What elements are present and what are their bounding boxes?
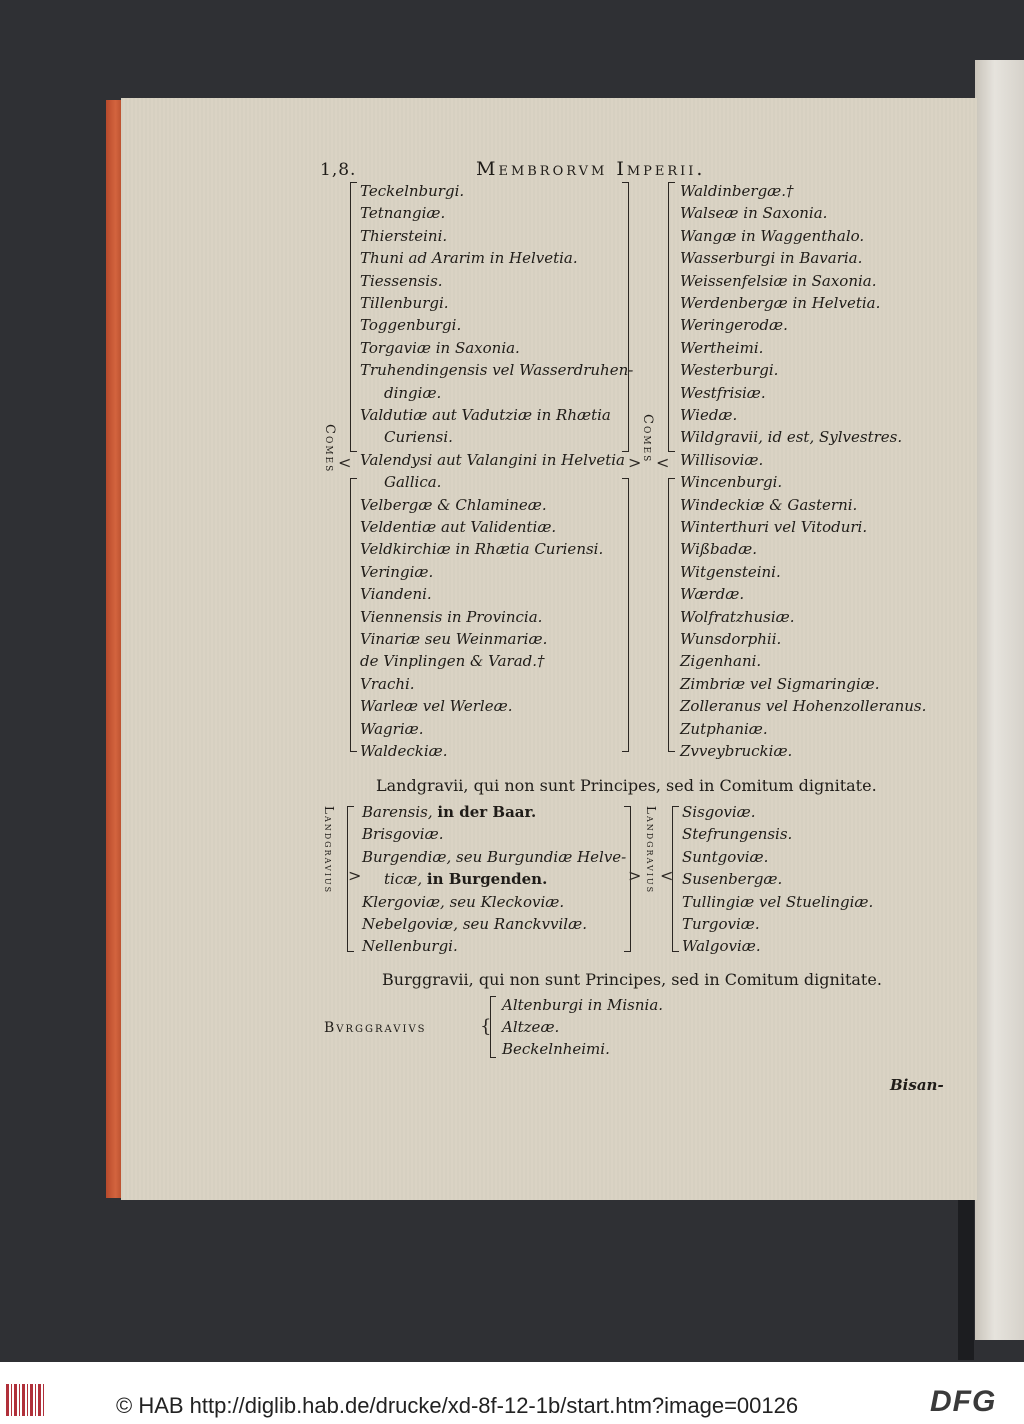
list-item: Waldeckiæ. xyxy=(360,742,448,760)
list-item: Wolfratzhusiæ. xyxy=(680,607,795,626)
list-item: Zvveybruckiæ. xyxy=(680,742,793,760)
item-text: Nebelgoviæ, seu Ranckvvilæ. xyxy=(362,915,587,933)
landgravius-label-left: Landgravius xyxy=(322,806,336,895)
item-gothic-text: in der Baar. xyxy=(437,803,537,821)
copyright-url: © HAB http://diglib.hab.de/drucke/xd-8f-12-1b/start.htm?image=00126 xyxy=(116,1393,799,1418)
list-item xyxy=(362,805,536,820)
list-item: Altenburgi in Misnia. xyxy=(502,996,664,1014)
dfg-logo: DFG xyxy=(930,1385,997,1418)
item-gothic-text: in Burgenden. xyxy=(426,870,548,889)
page-number: 1,8. xyxy=(320,160,357,180)
list-item: Zimbriæ vel Sigmaringiæ. xyxy=(680,674,880,693)
brace-left-bottom xyxy=(350,478,357,752)
landgravii-heading: Landgravii, qui non sunt Principes, sed in Comitum dignitate. xyxy=(376,776,877,795)
list-item: Windeckiæ & Gasterni. xyxy=(680,495,858,514)
list-item xyxy=(362,892,565,911)
list-item: Wißbadæ. xyxy=(680,540,757,559)
brace-land-right-tip: < xyxy=(660,866,674,885)
list-item: dingiæ. xyxy=(384,383,442,402)
list-item: Tiessensis. xyxy=(360,271,443,290)
catchword: Bisan- xyxy=(890,1076,944,1094)
list-item xyxy=(362,847,627,866)
list-item: Toggenburgi. xyxy=(360,316,462,335)
list-item: Weissenfelsiæ in Saxonia. xyxy=(680,271,877,290)
item-text: ticæ, xyxy=(384,870,427,889)
list-item: Walseæ in Saxonia. xyxy=(680,204,828,223)
brace-land-left-tip: > xyxy=(348,866,362,885)
list-item: Walgoviæ. xyxy=(682,937,761,956)
brace-burg xyxy=(490,996,496,1058)
list-item: Suntgoviæ. xyxy=(682,847,769,866)
list-item: Wertheimi. xyxy=(680,338,764,357)
list-item: Torgaviæ in Saxonia. xyxy=(360,338,520,357)
list-item: Susenbergæ. xyxy=(682,870,783,889)
list-item: de Vinplingen & Varad.† xyxy=(360,652,545,671)
brace-land-middle-tip: > xyxy=(628,866,642,885)
brace-left-tip: < xyxy=(338,453,352,472)
list-item: Truhendingensis vel Wasserdruhen- xyxy=(360,361,634,380)
list-item xyxy=(362,939,458,954)
burggravii-heading: Burggravii, qui non sunt Principes, sed in Comitum dignitate. xyxy=(382,970,882,989)
list-item: Zutphaniæ. xyxy=(680,719,768,738)
running-title: Membrorvm Imperii. xyxy=(476,158,706,180)
item-text: Klergoviæ, seu Kleckoviæ. xyxy=(362,892,565,911)
list-item: Wagriæ. xyxy=(360,719,424,738)
item-text: Burgendiæ, seu Burgundiæ Helve- xyxy=(362,847,627,866)
item-text: Nellenburgi. xyxy=(362,937,458,956)
brace-middle-tip: > xyxy=(628,453,642,472)
book-gutter-shadow xyxy=(958,1200,974,1360)
brace-middle-bottom xyxy=(622,478,629,752)
list-item: Waldinbergæ.† xyxy=(680,182,794,200)
landgravius-label-right: Landgravius xyxy=(644,806,658,895)
list-item: Valdutiæ aut Vadutziæ in Rhætia xyxy=(360,406,611,424)
list-item: Veldkirchiæ in Rhætia Curiensi. xyxy=(360,540,604,559)
list-item: Willisoviæ. xyxy=(680,450,764,469)
list-item: Tetnangiæ. xyxy=(360,204,446,223)
facing-page-edge xyxy=(975,60,1024,1340)
list-item: Westerburgi. xyxy=(680,361,779,380)
list-item: Wasserburgi in Bavaria. xyxy=(680,249,863,268)
list-item: Veldentiæ aut Validentiæ. xyxy=(360,518,557,536)
list-item: Zolleranus vel Hohenzolleranus. xyxy=(680,697,927,716)
list-item: Viandeni. xyxy=(360,585,432,604)
list-item: Viennensis in Provincia. xyxy=(360,607,543,626)
list-item xyxy=(384,872,547,887)
list-item: Wærdæ. xyxy=(680,585,745,604)
brace-left-top xyxy=(350,182,357,452)
brace-right-top xyxy=(668,182,675,452)
list-item: Thiersteini. xyxy=(360,226,448,245)
list-item: Winterthuri vel Vitoduri. xyxy=(680,518,868,536)
comes-label-left: Comes xyxy=(322,424,337,474)
list-item: Sisgoviæ. xyxy=(682,803,756,821)
list-item: Wunsdorphii. xyxy=(680,630,782,648)
list-item: Stefrungensis. xyxy=(682,825,793,844)
brace-burg-tip: { xyxy=(480,1016,492,1037)
list-item: Curiensi. xyxy=(384,428,453,447)
list-item: Valendysi aut Valangini in Helvetia xyxy=(360,450,625,469)
list-item: Altzeæ. xyxy=(502,1018,560,1036)
list-item: Vrachi. xyxy=(360,674,415,693)
list-item: Wincenburgi. xyxy=(680,473,783,492)
list-item: Wangæ in Waggenthalo. xyxy=(680,226,865,245)
list-item: Thuni ad Ararim in Helvetia. xyxy=(360,249,578,268)
list-item xyxy=(362,917,587,932)
list-item xyxy=(362,827,443,842)
list-item: Wiedæ. xyxy=(680,406,738,424)
list-item: Warleæ vel Werleæ. xyxy=(360,697,513,716)
list-item: Vinariæ seu Weinmariæ. xyxy=(360,630,548,648)
list-item: Witgensteini. xyxy=(680,562,781,581)
list-item: Westfrisiæ. xyxy=(680,383,766,402)
item-text: Barensis, xyxy=(362,803,438,821)
list-item: Turgoviæ. xyxy=(682,915,760,933)
list-item: Velbergæ & Chlamineæ. xyxy=(360,495,547,514)
list-item: Tullingiæ vel Stuelingiæ. xyxy=(682,892,874,911)
brace-middle-top xyxy=(622,182,629,452)
list-item: Wildgravii, id est, Sylvestres. xyxy=(680,428,903,447)
item-text: Brisgoviæ. xyxy=(362,825,444,844)
hab-logo xyxy=(6,1384,46,1416)
comes-label-right: Comes xyxy=(640,414,655,464)
book-red-edge xyxy=(106,100,122,1198)
list-item: Teckelnburgi. xyxy=(360,182,465,200)
list-item: Veringiæ. xyxy=(360,562,434,581)
burggravius-label: Bvrggravivs xyxy=(324,1020,427,1036)
list-item: Gallica. xyxy=(384,473,442,492)
brace-right-bottom xyxy=(668,478,675,752)
list-item: Zigenhani. xyxy=(680,652,762,671)
list-item: Weringerodæ. xyxy=(680,316,788,335)
list-item: Beckelnheimi. xyxy=(502,1040,610,1058)
list-item: Werdenbergæ in Helvetia. xyxy=(680,294,881,312)
brace-right-tip: < xyxy=(656,453,670,472)
list-item: Tillenburgi. xyxy=(360,294,449,312)
